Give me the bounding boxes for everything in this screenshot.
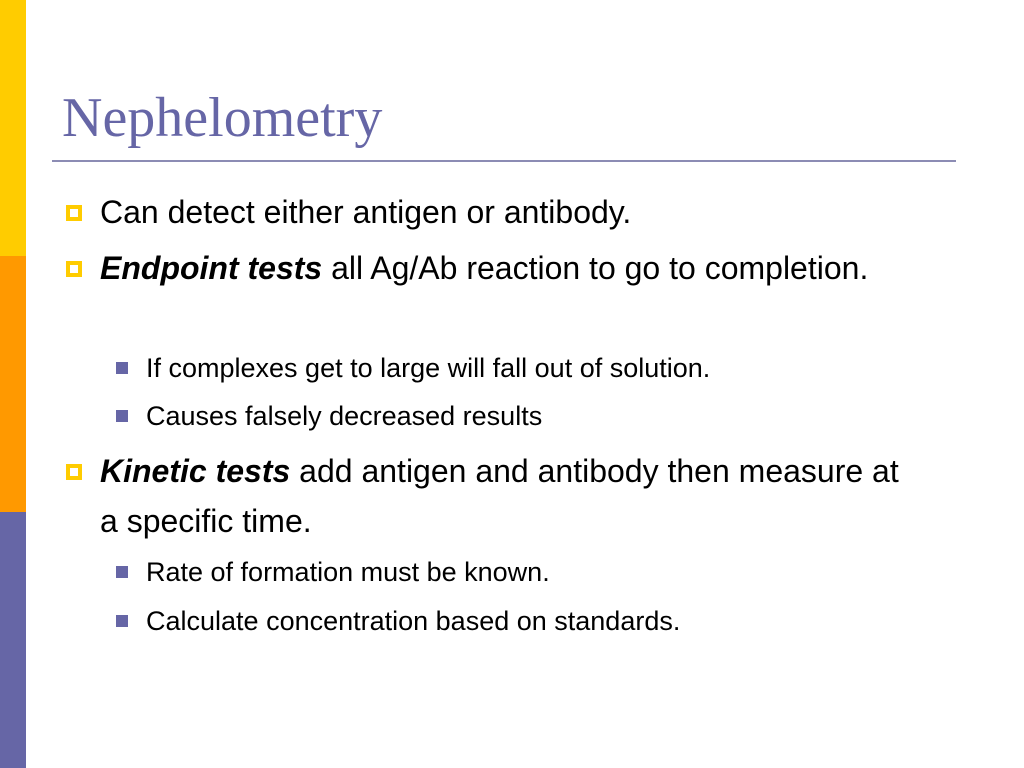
sub-bullet-item: Calculate concentration based on standards. xyxy=(146,606,681,636)
filled-square-icon xyxy=(116,566,128,578)
filled-square-icon xyxy=(116,615,128,627)
bullet-item-1 xyxy=(100,187,920,237)
bullet-text: Can detect either antigen or antibody. xyxy=(100,194,632,230)
hollow-square-icon xyxy=(66,464,82,480)
hollow-square-icon xyxy=(66,205,82,221)
sub-bullet-item: Rate of formation must be known. xyxy=(146,557,550,587)
bullet-item-2 xyxy=(100,243,920,293)
filled-square-icon xyxy=(116,362,128,374)
filled-square-icon xyxy=(116,410,128,422)
bullet-emphasis: Endpoint tests xyxy=(100,250,323,286)
sub-bullet-item: Causes falsely decreased results xyxy=(146,401,543,431)
bullet-text: add antigen and antibody then measure at a specific time. xyxy=(100,453,899,539)
bullet-item-3 xyxy=(100,446,920,546)
hollow-square-icon xyxy=(66,261,82,277)
bullet-emphasis: Kinetic tests xyxy=(100,453,291,489)
sub-bullet-item: If complexes get to large will fall out of solution. xyxy=(146,353,711,383)
slide-title: Nephelometry xyxy=(62,87,383,149)
bullet-text: all Ag/Ab reaction to go to completion. xyxy=(322,250,869,286)
